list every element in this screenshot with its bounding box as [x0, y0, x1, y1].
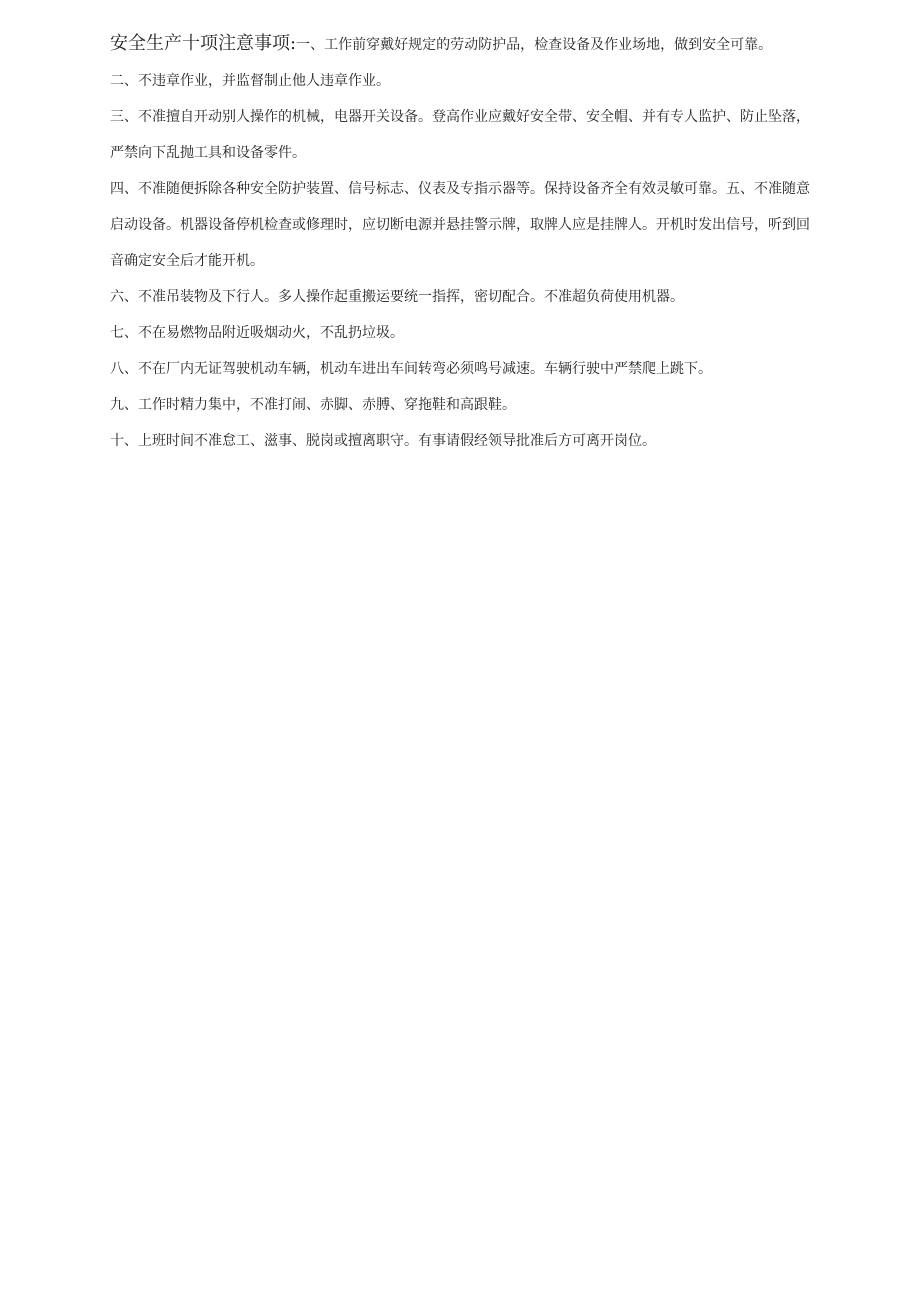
- document-body: [110, 33, 822, 459]
- rule-3-paragraph: 三、不准擅自开动别人操作的机械，电器开关设备。登高作业应戴好安全带、安全帽、并有专人监护、防止坠落，严禁向下乱抛工具和设备零件。: [110, 109, 810, 161]
- rule-9-paragraph: 九、工作时精力集中，不准打闹、赤脚、赤膊、穿拖鞋和高跟鞋。: [110, 397, 516, 413]
- rule-7-paragraph: 七、不在易燃物品附近吸烟动火，不乱扔垃圾。: [110, 325, 404, 341]
- rule-1-text: 一、工作前穿戴好规定的劳动防护品，检查设备及作业场地，做到安全可靠。: [296, 37, 773, 53]
- rule-10-paragraph: 十、上班时间不准怠工、滋事、脱岗或擅离职守。有事请假经领导批准后方可离开岗位。: [110, 433, 656, 449]
- rule-6-paragraph: 六、不准吊装物及下行人。多人操作起重搬运要统一指挥，密切配合。不准超负荷使用机器。: [110, 289, 684, 305]
- document-title: 安全生产十项注意事项:: [110, 33, 297, 54]
- rule-2-paragraph: 二、不违章作业，并监督制止他人违章作业。: [110, 73, 390, 89]
- rule-8-paragraph: 八、不在厂内无证驾驶机动车辆，机动车进出车间转弯必须鸣号减速。车辆行驶中严禁爬上跳下。: [110, 361, 712, 377]
- intro-paragraph: [110, 33, 822, 55]
- rule-4-5-paragraph: 四、不准随便拆除各种安全防护装置、信号标志、仪表及专指示器等。保持设备齐全有效灵敏可靠。五、不准随意启动设备。机器设备停机检查或修理时，应切断电源并悬挂警示牌，取牌人应是挂牌人。开机时发出信号，听到回音确定安全后才能开机。: [110, 181, 810, 269]
